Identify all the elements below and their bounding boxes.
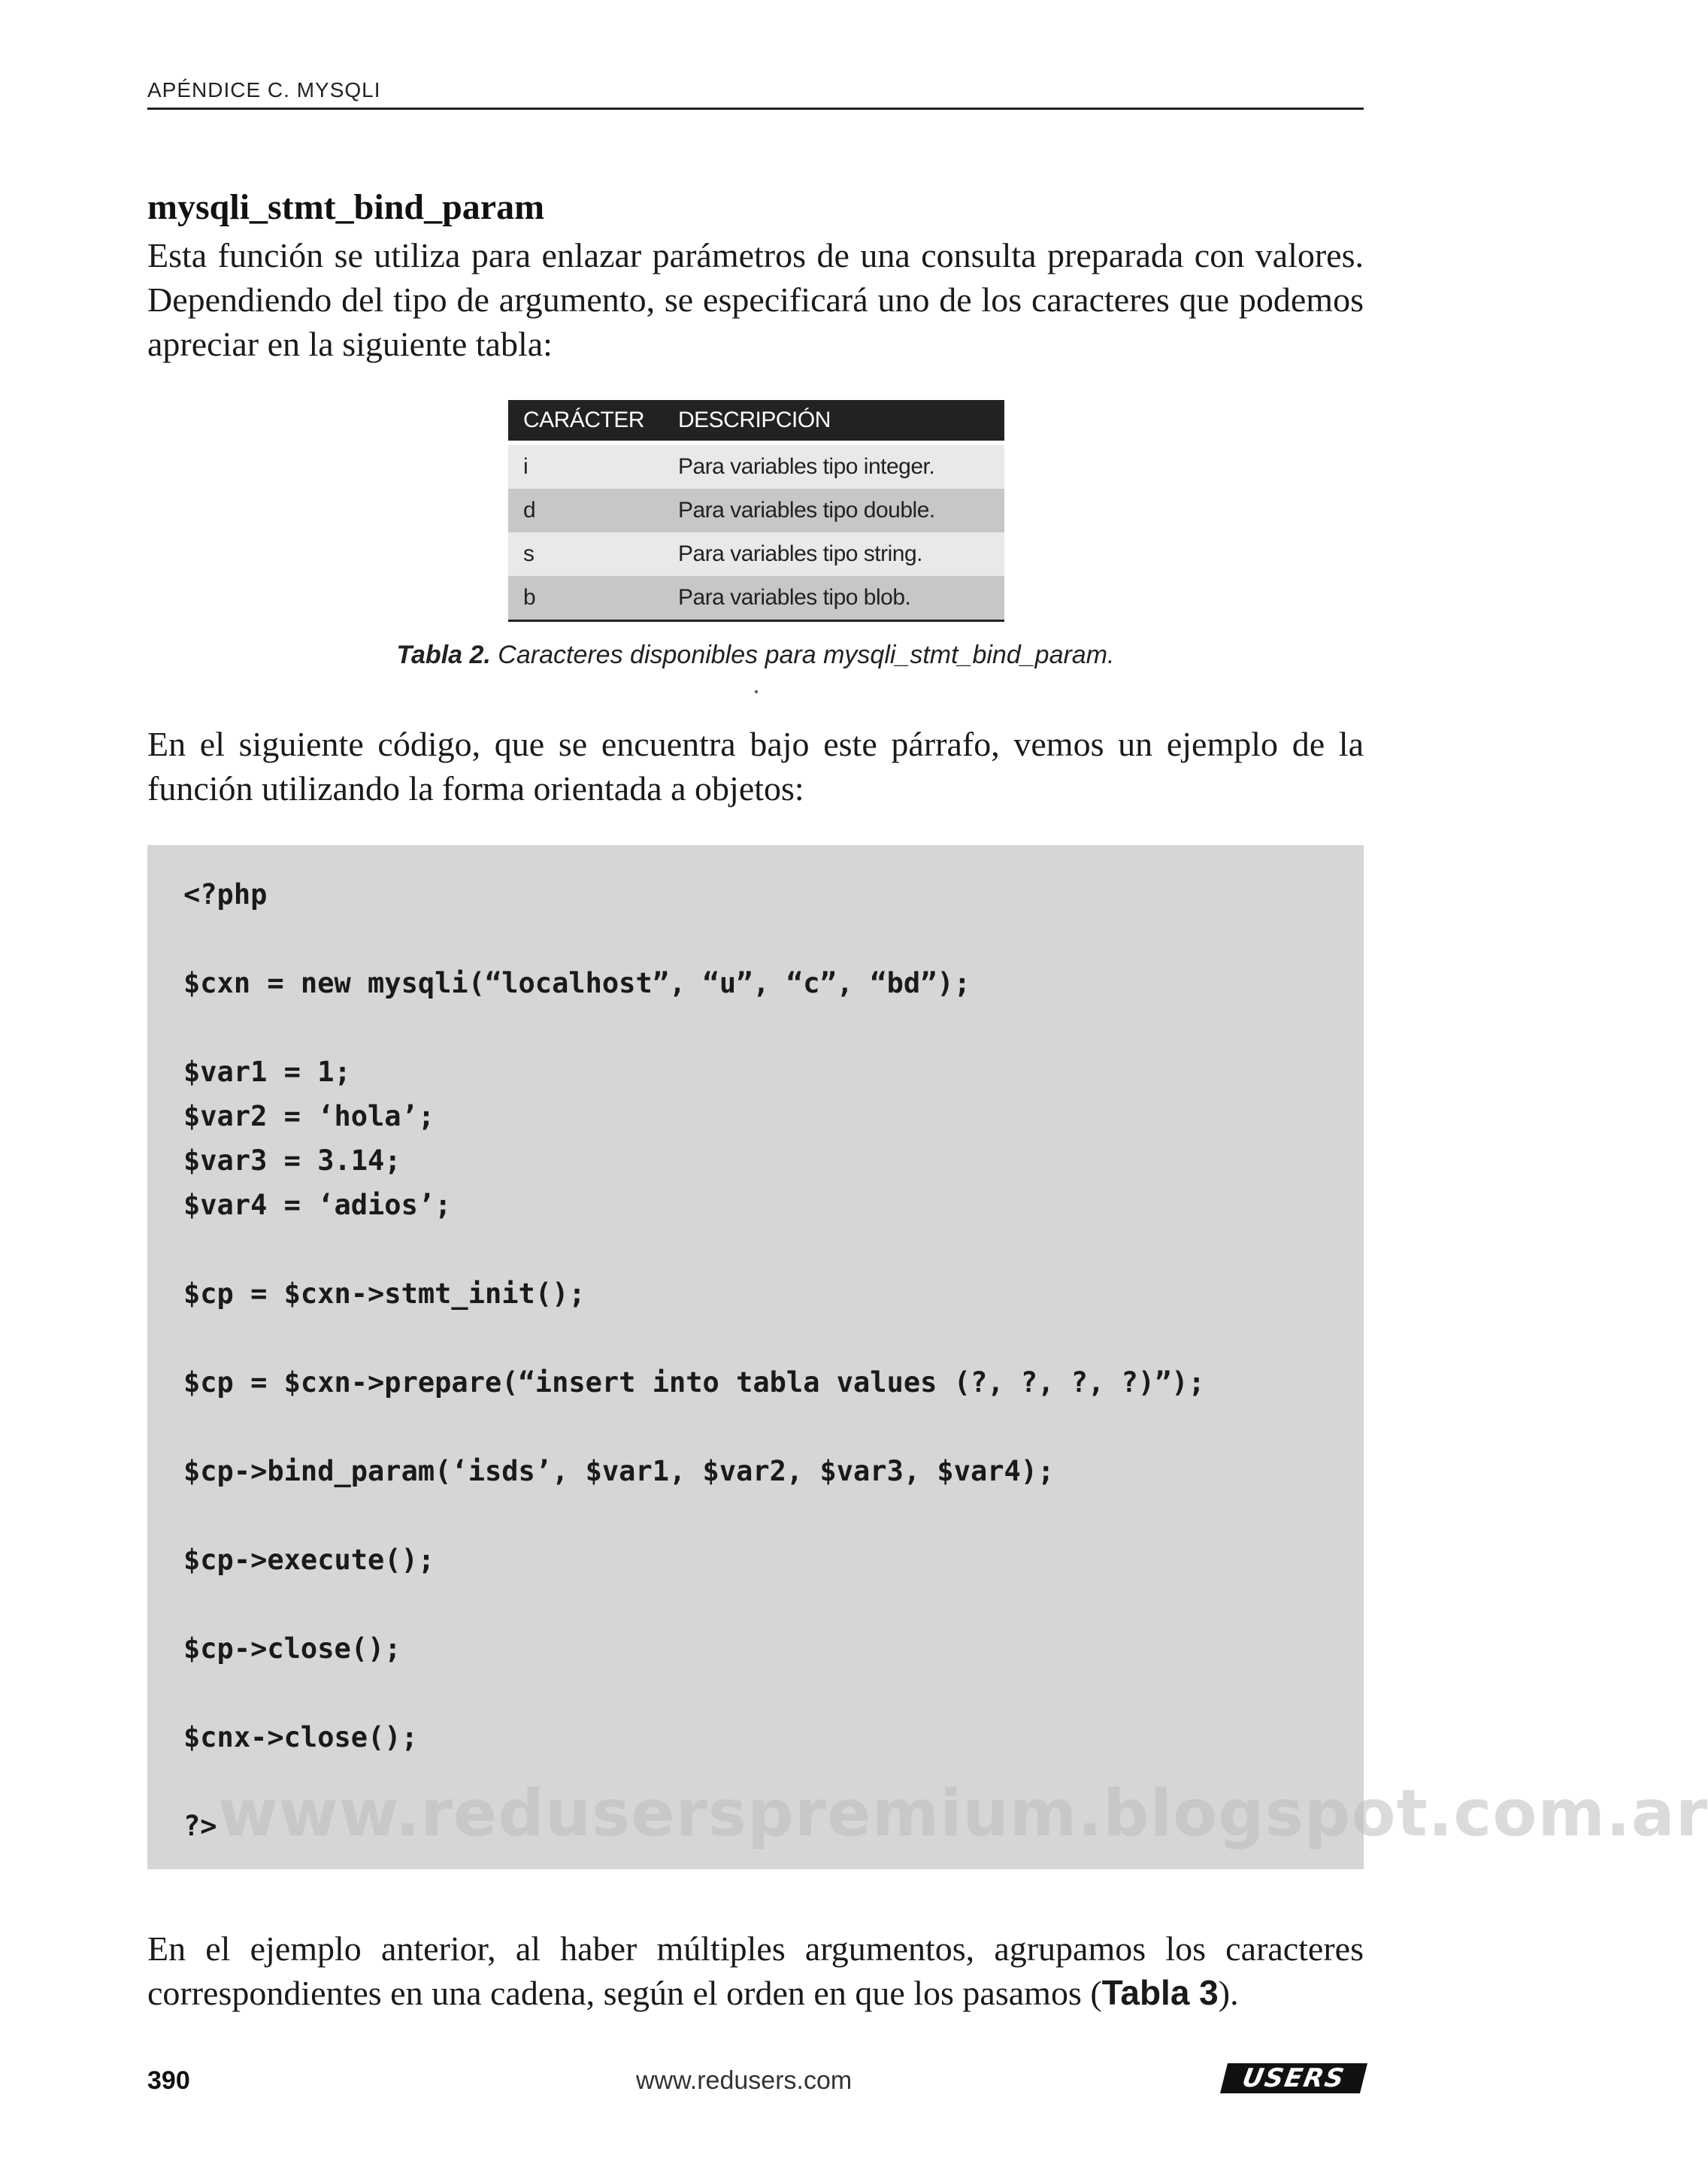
logo-text: USERS — [1240, 2063, 1348, 2093]
table-row — [508, 443, 1004, 489]
table-cell-desc: Para variables tipo string. — [659, 532, 1004, 576]
table-header-descripcion: DESCRIPCIÓN — [659, 400, 1004, 443]
table-row — [508, 576, 1004, 620]
table-cell-desc: Para variables tipo integer. — [659, 443, 1004, 489]
code-line — [183, 1227, 1364, 1271]
table-header-caracter: CARÁCTER — [508, 400, 659, 443]
code-line — [183, 917, 1364, 961]
code-line: $cnx->close(); — [183, 1721, 418, 1753]
table-header-row — [508, 400, 1004, 443]
code-line — [183, 1005, 1364, 1050]
code-line: $var2 = ‘hola’; — [183, 1100, 435, 1132]
code-line: $cp->close(); — [183, 1632, 401, 1665]
code-line — [183, 1582, 1364, 1626]
table-cell-char: i — [508, 443, 659, 489]
table-cell-desc: Para variables tipo blob. — [659, 576, 1004, 620]
code-line: $cp->bind_param(‘isds’, $var1, $var2, $var3, $var4); — [183, 1455, 1055, 1487]
table-cell-char: d — [508, 489, 659, 532]
code-intro-paragraph: En el siguiente código, que se encuentra bajo este párrafo, vemos un ejemplo de la función utilizando la forma orientada a objetos: — [147, 725, 1364, 808]
closing-end: ). — [1218, 1974, 1239, 2012]
page-number: 390 — [147, 2066, 190, 2095]
code-block — [147, 845, 1364, 1869]
code-line: $var3 = 3.14; — [183, 1144, 401, 1177]
closing-text: En el ejemplo anterior, al haber múltiples argumentos, agrupamos los caracteres correspondientes en una cadena, según el orden en que los pasamos ( — [147, 1929, 1364, 2012]
section-title: mysqli_stmt_bind_param — [147, 187, 545, 227]
code-line — [183, 1405, 1364, 1449]
table-reference: Tabla 3 — [1101, 1973, 1219, 2012]
users-logo — [1220, 2063, 1367, 2093]
table-row — [508, 489, 1004, 532]
table-cell-desc: Para variables tipo double. — [659, 489, 1004, 532]
code-line: <?php — [183, 878, 268, 911]
characters-table — [508, 400, 1004, 622]
stray-dot — [755, 690, 758, 693]
running-header: APÉNDICE C. MYSQLI — [147, 78, 1364, 110]
table-caption — [147, 641, 1364, 670]
code-line — [183, 1316, 1364, 1360]
intro-paragraph: Esta función se utiliza para enlazar parámetros de una consulta preparada con valores. Dependiendo del tipo de argumento, se especificará uno de los caracteres que podemos apreciar en la siguiente tabla: — [147, 236, 1364, 363]
code-line: $cp = $cxn->stmt_init(); — [183, 1278, 586, 1310]
caption-text: Caracteres disponibles para mysqli_stmt_bind_param. — [490, 641, 1115, 669]
code-line: ?> — [183, 1810, 217, 1842]
code-line: $cp->execute(); — [183, 1544, 435, 1576]
code-line: $cp = $cxn->prepare(“insert into tabla values (?, ?, ?, ?)”); — [183, 1366, 1205, 1399]
closing-paragraph — [147, 1926, 1364, 2015]
code-line — [183, 1671, 1364, 1715]
table-cell-char: b — [508, 576, 659, 620]
table-row — [508, 532, 1004, 576]
code-line: $cxn = new mysqli(“localhost”, “u”, “c”, “bd”); — [183, 967, 971, 999]
footer-url: www.redusers.com — [636, 2066, 852, 2095]
code-line: $var4 = ‘adios’; — [183, 1189, 452, 1221]
watermark: www.reduserspremium.blogspot.com.ar — [218, 1776, 1708, 1851]
code-line: $var1 = 1; — [183, 1056, 351, 1088]
code-line — [183, 1493, 1364, 1538]
table-cell-char: s — [508, 532, 659, 576]
caption-label: Tabla 2. — [396, 641, 491, 669]
